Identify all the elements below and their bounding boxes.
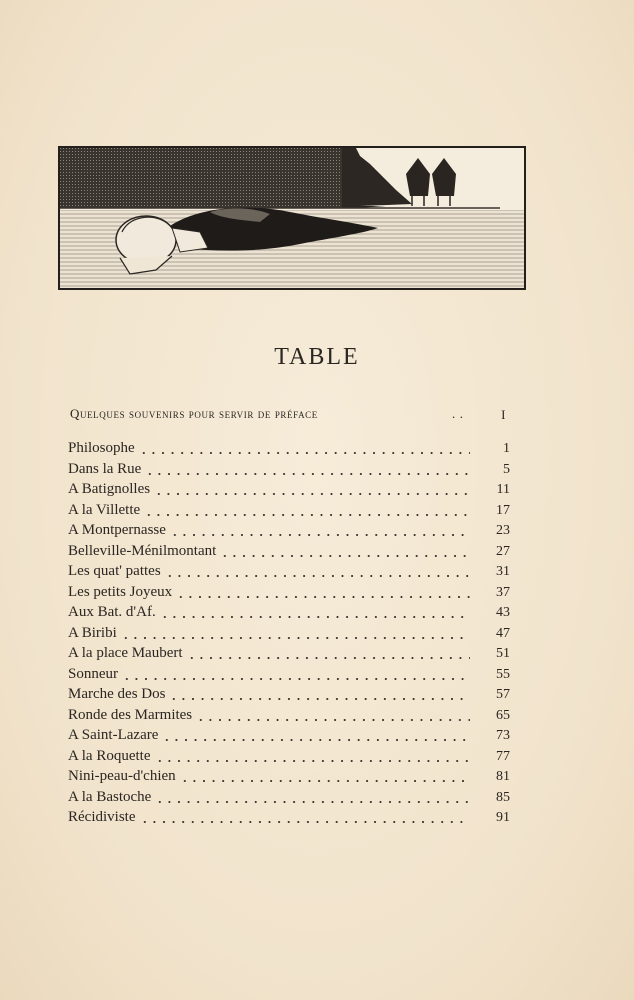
toc-entry-page: 57	[496, 687, 510, 702]
toc-entry	[68, 479, 510, 500]
toc-entry	[68, 725, 510, 746]
toc-entry-title: Les petits Joyeux	[68, 583, 173, 600]
dot-leader	[176, 589, 470, 601]
toc-entry-title: A la Bastoche	[68, 788, 152, 805]
toc-entry-title: Dans la Rue	[68, 460, 142, 477]
dot-leader	[196, 712, 470, 724]
toc-entry	[68, 459, 510, 480]
toc-entry	[68, 766, 510, 787]
toc-entry-title: Philosophe	[68, 440, 135, 456]
dot-leader	[220, 548, 470, 560]
toc-entry-title: A Montpernasse	[68, 522, 166, 538]
dot-leader	[121, 630, 470, 642]
dot-leader	[165, 568, 470, 580]
toc-entry-page: 27	[496, 543, 510, 559]
dot-leader	[160, 609, 470, 621]
table-of-contents	[68, 438, 510, 828]
toc-entry-page: 47	[496, 625, 510, 641]
dot-leader	[162, 732, 470, 744]
dot-leader	[155, 753, 470, 765]
toc-entry	[68, 520, 510, 541]
dot-leader	[139, 445, 470, 457]
toc-entry	[68, 582, 510, 603]
preface-dots: . .	[452, 406, 464, 421]
page-title: TABLE	[274, 344, 360, 370]
toc-entry-title: A la Roquette	[68, 747, 151, 764]
toc-entry-page: 91	[496, 810, 510, 825]
toc-entry-title: Belleville-Ménilmontant	[68, 542, 217, 559]
toc-entry	[68, 684, 510, 705]
dot-leader	[180, 773, 470, 785]
toc-entry-page: 77	[496, 748, 510, 764]
toc-entry-title: A Biribi	[68, 624, 117, 641]
toc-entry-title: Nini-peau-d'chien	[68, 768, 176, 784]
toc-entry	[68, 705, 510, 726]
dot-leader	[154, 486, 470, 498]
toc-entry-title: A Batignolles	[68, 481, 151, 497]
toc-entry-page: 81	[496, 769, 510, 784]
toc-entry-page: 31	[496, 564, 510, 579]
toc-entry	[68, 500, 510, 521]
preface-entry	[70, 406, 510, 428]
toc-entry-page: 17	[496, 502, 510, 518]
toc-entry-page: 11	[496, 482, 510, 497]
toc-entry	[68, 541, 510, 562]
toc-entry-page: 1	[503, 441, 510, 456]
dot-leader	[122, 671, 470, 683]
toc-entry-page: 51	[496, 646, 510, 661]
toc-entry	[68, 664, 510, 685]
toc-entry-page: 85	[496, 789, 510, 805]
preface-label: Quelques souvenirs pour servir de préface	[70, 406, 318, 421]
toc-entry	[68, 561, 510, 582]
dot-leader	[140, 814, 470, 826]
illustration-drawing	[60, 148, 524, 288]
toc-entry-title: Ronde des Marmites	[68, 706, 193, 723]
toc-entry-page: 37	[496, 584, 510, 600]
toc-entry	[68, 807, 510, 828]
toc-entry	[68, 787, 510, 808]
preface-page-number: I	[501, 407, 506, 422]
dot-leader	[169, 691, 470, 703]
dot-leader	[187, 650, 470, 662]
toc-entry-title: Récidiviste	[68, 809, 136, 825]
dot-leader	[170, 527, 470, 539]
dot-leader	[145, 466, 470, 478]
toc-entry-title: Marche des Dos	[68, 686, 166, 702]
dot-leader	[144, 507, 470, 519]
toc-entry	[68, 602, 510, 623]
toc-entry-title: Les quat' pattes	[68, 563, 161, 579]
header-illustration	[58, 146, 526, 290]
toc-entry-page: 73	[496, 728, 510, 743]
toc-entry-page: 43	[496, 605, 510, 620]
toc-entry	[68, 643, 510, 664]
toc-entry	[68, 746, 510, 767]
toc-entry-title: Aux Bat. d'Af.	[68, 604, 156, 620]
toc-entry-page: 23	[496, 523, 510, 538]
toc-entry-title: Sonneur	[68, 665, 118, 682]
toc-entry-page: 5	[503, 461, 510, 477]
toc-entry	[68, 438, 510, 459]
toc-entry-title: A la Villette	[68, 501, 141, 518]
toc-entry-title: A la place Maubert	[68, 645, 183, 661]
toc-entry	[68, 623, 510, 644]
toc-entry-page: 65	[496, 707, 510, 723]
dot-leader	[155, 794, 470, 806]
toc-entry-title: A Saint-Lazare	[68, 727, 159, 743]
toc-entry-page: 55	[496, 666, 510, 682]
